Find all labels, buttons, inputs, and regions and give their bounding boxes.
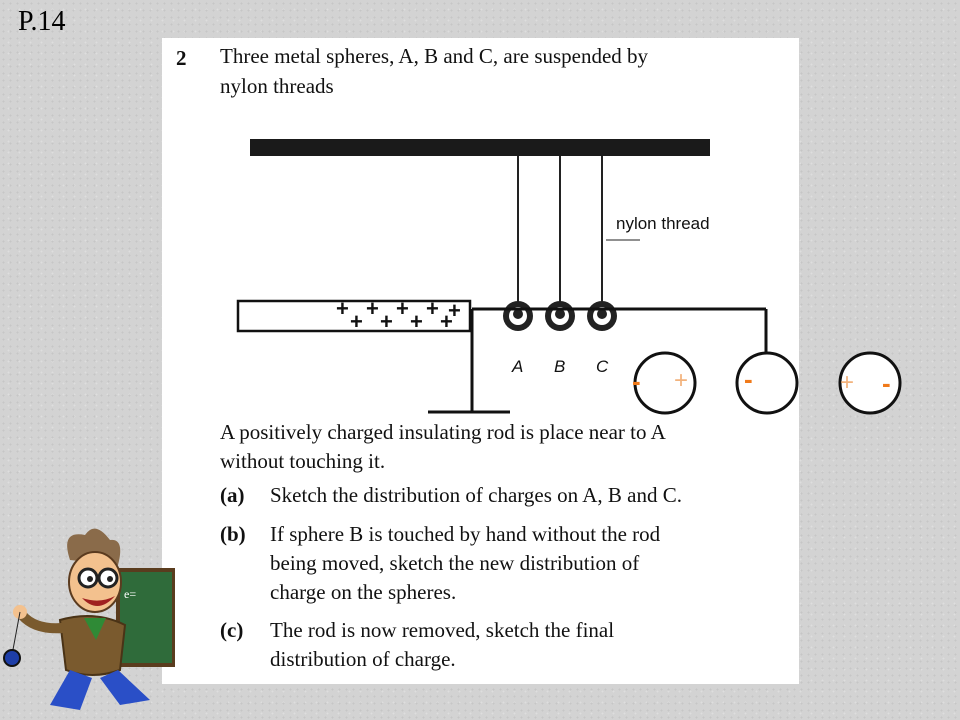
svg-text:+: + [448,298,461,323]
svg-text:+: + [350,309,363,334]
svg-text:+: + [440,309,453,334]
part-b-line-1: If sphere B is touched by hand without the rod [270,522,661,546]
svg-text:+: + [336,296,349,321]
part-b-line-3: charge on the spheres. [270,580,457,604]
paragraph-line-2: without touching it. [220,449,386,473]
sphere-label-a: A [512,357,524,376]
svg-text:+: + [410,309,423,334]
part-c-line-2: distribution of charge. [270,647,456,671]
nylon-thread-label: nylon thread [616,214,710,233]
cartoon-scientist-image [0,520,175,720]
part-b-line-2: being moved, sketch the new distribution of [270,551,640,575]
support-bar [250,139,710,156]
intro-line-2: nylon threads [220,74,334,98]
circle2-charge: - [744,364,753,394]
part-c-line-1: The rod is now removed, sketch the final [270,618,615,642]
circle1-right-charge: + [674,367,689,394]
circle1-left-charge: - [632,366,641,396]
page-number-label: P.14 [18,6,66,37]
circle3-left-charge: + [840,369,855,396]
svg-text:+: + [380,309,393,334]
svg-text:e=: e= [124,587,137,601]
svg-text:+: + [396,296,409,321]
circle3-right-charge: - [882,368,891,398]
part-a-line-1: Sketch the distribution of charges on A, B and C. [270,483,682,507]
sphere-b [545,301,575,331]
sphere-c [587,301,617,331]
question-number: 2 [176,46,187,70]
intro-line-1: Three metal spheres, A, B and C, are suspended by [220,44,649,68]
part-b-label: (b) [220,522,246,546]
part-a-label: (a) [220,483,245,507]
sphere-label-b: B [554,357,566,376]
paragraph-line-1: A positively charged insulating rod is place near to A [220,420,666,444]
sphere-label-c: C [596,357,609,376]
sphere-a [503,301,533,331]
svg-text:+: + [426,296,439,321]
svg-text:+: + [366,296,379,321]
part-c-label: (c) [220,618,244,642]
